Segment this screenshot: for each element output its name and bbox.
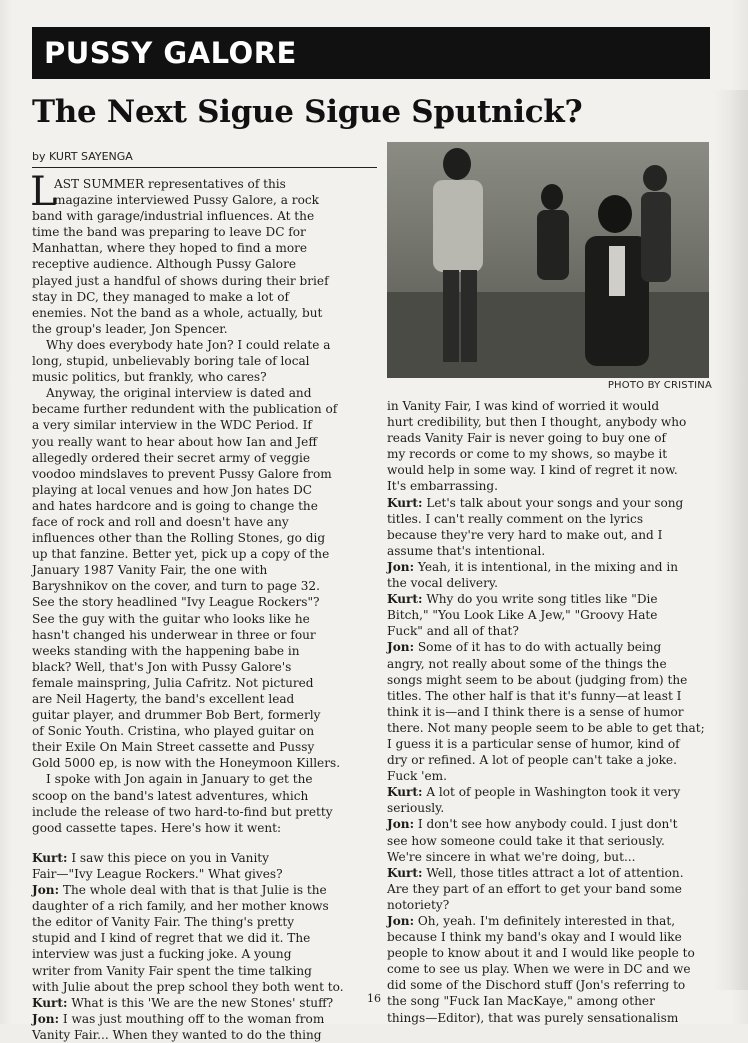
text-line: in Vanity Fair, I was kind of worried it would (387, 399, 660, 413)
text-line: time the band was preparing to leave DC for (32, 225, 306, 240)
text-line: did some of the Dischord stuff (Jon's referring to (387, 978, 686, 993)
text-line: Kurt: I saw this piece on you in Vanity (32, 850, 269, 865)
text-line: think it is—and I think there is a sense of humor (387, 704, 684, 719)
text-line: assume that's intentional. (387, 543, 546, 558)
text-line: my records or come to my shows, so maybe it (387, 447, 668, 462)
speaker-label: Jon: (387, 559, 415, 574)
text-line: long, stupid, unbelievably boring tale of local (32, 354, 310, 369)
text-line: the vocal delivery. (387, 576, 498, 591)
text-line: I spoke with Jon again in January to get the (46, 772, 313, 787)
text-line: notoriety? (387, 897, 450, 912)
speaker-label: Kurt: (387, 865, 423, 880)
text-line: Kurt: Why do you write song titles like "Die (387, 592, 658, 607)
text-line: became further redundent with the publication of (32, 402, 338, 417)
text-line: seriously. (387, 801, 445, 816)
text-line: the group's leader, Jon Spencer. (32, 321, 228, 336)
text-line: dry or refined. A lot of people can't take a joke. (387, 753, 677, 768)
text-line: influences other than the Rolling Stones, go dig (32, 531, 326, 546)
speaker-label: Jon: (387, 914, 415, 928)
text-line: black? Well, that's Jon with Pussy Galore's (32, 659, 292, 674)
text-line: would help in some way. I kind of regret it now. (387, 463, 678, 478)
text-line: hurt credibility, but then I thought, anybody who (387, 415, 687, 430)
text-line: music politics, but frankly, who cares? (32, 370, 267, 385)
text-line: writer from Vanity Fair spent the time talking (32, 963, 312, 978)
text-line: Jon: The whole deal with that is that Julie is the (32, 883, 327, 898)
text-line: people to know about it and I would like people to (387, 946, 695, 961)
speaker-label: Kurt: (32, 995, 68, 1010)
text-line: good cassette tapes. Here's how it went: (32, 820, 282, 835)
section-banner: PUSSY GALORE (32, 27, 710, 79)
paragraph-gap (32, 836, 377, 850)
text-line: things—Editor), that was purely sensationalism (387, 1010, 679, 1025)
text-line: Jon: Oh, yeah. I'm definitely interested in that, (387, 914, 676, 928)
text-line: Jon: Yeah, it is intentional, in the mixing and in (387, 559, 678, 574)
text-line: weeks standing with the happening babe in (32, 643, 300, 658)
text-line: interview was just a fucking joke. A young (32, 947, 292, 962)
page-bleed-shadow (714, 90, 748, 990)
text-line: guitar player, and drummer Bob Bert, formerly (32, 708, 321, 723)
speaker-label: Jon: (387, 640, 415, 655)
article-headline: The Next Sigue Sigue Sputnick? (32, 94, 583, 130)
band-photo (387, 142, 709, 378)
text-line: receptive audience. Although Pussy Galore (32, 257, 297, 272)
text-line: Manhattan, where they hoped to find a more (32, 241, 308, 256)
text-line: played just a handful of shows during their brief (32, 273, 329, 288)
text-line: come to see us play. When we were in DC and we (387, 962, 691, 977)
text-line: We're sincere in what we're doing, but... (387, 849, 636, 864)
text-line: titles. The other half is that it's funny—at least I (387, 688, 682, 703)
text-line: Fuck 'em. (387, 769, 447, 784)
text-line: stupid and I kind of regret that we did it. The (32, 931, 311, 946)
text-line: Bitch," "You Look Like A Jew," "Groovy Hate (387, 608, 658, 623)
text-line: Are they part of an effort to get your band some (387, 881, 682, 896)
text-line: Anyway, the original interview is dated and (46, 386, 312, 401)
text-line: of Sonic Youth. Cristina, who played guitar on (32, 724, 315, 739)
text-line: songs might seem to be about (judging from) the (387, 672, 688, 687)
text-line: the song "Fuck Ian MacKaye," among other (387, 994, 655, 1009)
text-line: Baryshnikov on the cover, and turn to page 32. (32, 579, 320, 594)
text-line: Fair—"Ivy League Rockers." What gives? (32, 866, 283, 881)
text-line: I guess it is a particular sense of humor, kind of (387, 736, 680, 751)
drop-cap: L (30, 169, 57, 215)
text-line: reads Vanity Fair is never going to buy one of (387, 431, 667, 446)
text-line: See the guy with the guitar who looks like he (32, 611, 310, 626)
text-line: are Neil Hagerty, the band's excellent lead (32, 692, 295, 706)
text-line: Kurt: Let's talk about your songs and your song (387, 495, 684, 510)
text-line: AST SUMMER representatives of this (54, 177, 286, 191)
text-line: Vanity Fair... When they wanted to do the thing (32, 1027, 322, 1042)
text-line: Fuck" and all of that? (387, 624, 519, 639)
text-line: angry, not really about some of the things the (387, 656, 667, 671)
text-line: playing at local venues and how Jon hates DC (32, 482, 313, 497)
text-line: band with garage/industrial influences. At the (32, 209, 315, 224)
text-line: Gold 5000 ep, is now with the Honeymoon Killers. (32, 756, 341, 771)
text-line: there. Not many people seem to be able to get that; (387, 720, 705, 735)
text-line: scoop on the band's latest adventures, which (32, 788, 309, 803)
text-line: allegedly ordered their secret army of veggie (32, 450, 311, 465)
left-column (32, 176, 377, 1043)
text-line: See the story headlined "Ivy League Rockers"? (32, 595, 320, 610)
text-line: It's embarrassing. (387, 479, 499, 494)
speaker-label: Jon: (32, 883, 60, 898)
text-line: Jon: I don't see how anybody could. I just don't (387, 817, 678, 832)
text-line: Why does everybody hate Jon? I could relate a (46, 337, 331, 352)
text-line: voodoo mindslaves to prevent Pussy Galore from (32, 466, 332, 481)
text-line: because they're very hard to make out, and I (387, 527, 663, 542)
text-line: January 1987 Vanity Fair, the one with (32, 563, 268, 578)
text-line: Kurt: Well, those titles attract a lot of attention. (387, 865, 684, 880)
speaker-label: Jon: (32, 1011, 60, 1026)
text-line: their Exile On Main Street cassette and Pussy (32, 740, 315, 755)
text-line: magazine interviewed Pussy Galore, a rock (54, 193, 319, 208)
text-line: Kurt: A lot of people in Washington took it very (387, 785, 681, 800)
speaker-label: Kurt: (387, 592, 423, 607)
text-line: up that fanzine. Better yet, pick up a copy of the (32, 547, 330, 562)
right-column (387, 398, 712, 1026)
speaker-label: Jon: (387, 817, 415, 832)
text-line: Jon: Some of it has to do with actually being (387, 640, 662, 655)
speaker-label: Kurt: (387, 495, 423, 510)
text-line: see how someone could take it that seriously. (387, 833, 665, 848)
article-byline: by KURT SAYENGA (32, 150, 377, 168)
text-line: Jon: I was just mouthing off to the woman from (32, 1011, 325, 1026)
text-line: daughter of a rich family, and her mother knows (32, 899, 329, 914)
text-line: Kurt: What is this 'We are the new Stones' stuff? (32, 995, 334, 1010)
text-line: hasn't changed his underwear in three or four (32, 627, 316, 642)
text-line: and hates hardcore and is going to change the (32, 498, 318, 513)
band-photo-illustration (387, 142, 709, 378)
text-line: you really want to hear about how Ian and Jeff (32, 434, 317, 449)
text-line: stay in DC, they managed to make a lot of (32, 289, 289, 304)
speaker-label: Kurt: (32, 850, 68, 865)
page-number: 16 (367, 992, 381, 1005)
speaker-label: Kurt: (387, 785, 423, 800)
text-line: titles. I can't really comment on the lyrics (387, 511, 644, 526)
text-line: include the release of two hard-to-find but pretty (32, 804, 333, 819)
text-line: the editor of Vanity Fair. The thing's pretty (32, 915, 295, 930)
photo-credit: PHOTO BY CRISTINA (607, 380, 712, 391)
text-line: enemies. Not the band as a whole, actually, but (32, 305, 323, 320)
text-line: because I think my band's okay and I would like (387, 930, 682, 945)
text-line: with Julie about the prep school they both went to. (32, 979, 344, 994)
text-line: a very similar interview in the WDC Period. If (32, 418, 312, 433)
text-line: face of rock and roll and doesn't have any (32, 514, 289, 529)
text-line: female mainspring, Julia Cafritz. Not pictured (32, 675, 314, 690)
